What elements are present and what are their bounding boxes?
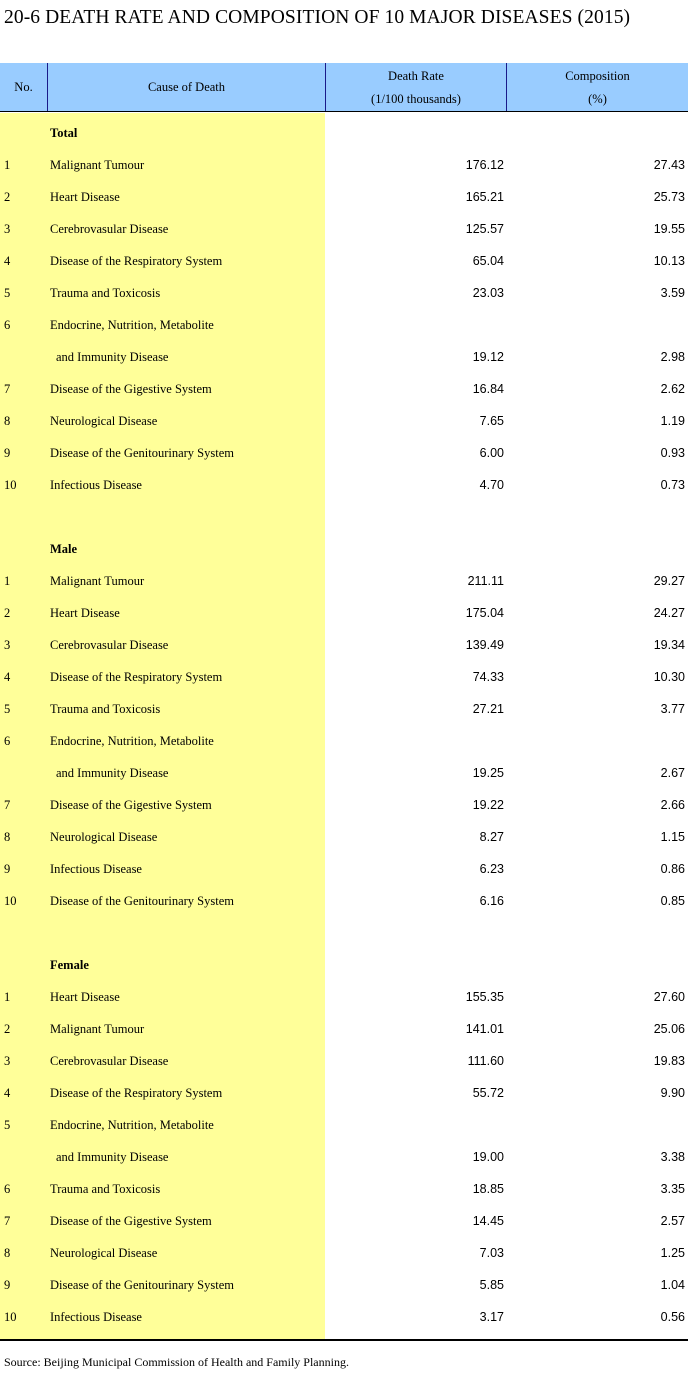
- table-row: [0, 1046, 688, 1078]
- death-rate-cell: 18.85: [472, 1182, 504, 1196]
- header-bottom-border: [0, 111, 688, 112]
- header-composition-unit: (%): [588, 92, 607, 106]
- cause-cell: Malignant Tumour: [50, 158, 145, 172]
- cause-cell: Disease of the Respiratory System: [50, 670, 223, 684]
- rank-cell: 10: [4, 894, 17, 908]
- rank-cell: 5: [4, 286, 11, 300]
- rank-cell: 8: [4, 414, 11, 428]
- death-rate-cell: 74.33: [472, 670, 504, 684]
- death-rate-cell: 3.17: [479, 1310, 504, 1324]
- composition-cell: 0.56: [660, 1310, 685, 1324]
- death-rate-cell: 6.16: [479, 894, 504, 908]
- death-rate-cell: 7.65: [479, 414, 504, 428]
- table-bottom-border: [0, 1339, 688, 1341]
- composition-cell: 25.73: [653, 190, 685, 204]
- rank-cell: 4: [4, 1086, 11, 1100]
- cause-cell: Malignant Tumour: [50, 1022, 145, 1036]
- death-rate-cell: 111.60: [467, 1054, 504, 1068]
- cause-cell: Trauma and Toxicosis: [50, 702, 161, 716]
- death-rate-cell: 6.23: [479, 862, 504, 876]
- rank-cell: 5: [4, 702, 11, 716]
- composition-cell: 9.90: [660, 1086, 685, 1100]
- cause-cell: Infectious Disease: [50, 1310, 142, 1324]
- cause-cell: Disease of the Gigestive System: [50, 382, 212, 396]
- cause-cell: Trauma and Toxicosis: [50, 1182, 161, 1196]
- rank-cell: 8: [4, 1246, 11, 1260]
- table-row: [0, 726, 688, 758]
- rank-cell: 7: [4, 1214, 11, 1228]
- table-row: [0, 182, 688, 214]
- composition-cell: 27.60: [653, 990, 685, 1004]
- cause-cell: Disease of the Genitourinary System: [50, 894, 234, 908]
- cause-cell: Male: [50, 542, 78, 556]
- death-rate-cell: 65.04: [472, 254, 504, 268]
- cause-cell: and Immunity Disease: [56, 766, 169, 780]
- cause-cell: Neurological Disease: [50, 830, 158, 844]
- composition-cell: 19.83: [653, 1054, 685, 1068]
- death-rate-cell: 55.72: [472, 1086, 504, 1100]
- death-rate-cell: 211.11: [467, 574, 504, 588]
- cause-cell: Heart Disease: [50, 990, 120, 1004]
- rank-cell: 7: [4, 798, 11, 812]
- death-rate-cell: 14.45: [472, 1214, 504, 1228]
- table-header: [0, 63, 688, 111]
- rank-cell: 9: [4, 446, 11, 460]
- rank-cell: 5: [4, 1118, 11, 1132]
- header-no: No.: [14, 80, 33, 94]
- cause-cell: Neurological Disease: [50, 414, 158, 428]
- group-header-row: [0, 950, 688, 982]
- rank-cell: 8: [4, 830, 11, 844]
- cause-cell: Female: [50, 958, 89, 972]
- composition-cell: 27.43: [653, 158, 685, 172]
- cause-cell: Total: [50, 126, 78, 140]
- death-rate-cell: 19.25: [472, 766, 504, 780]
- death-rate-cell: 4.70: [479, 478, 504, 492]
- table-row: [0, 1174, 688, 1206]
- rank-cell: 1: [4, 158, 11, 172]
- cause-cell: Endocrine, Nutrition, Metabolite: [50, 734, 214, 748]
- table-row: [0, 310, 688, 342]
- composition-cell: 3.59: [660, 286, 685, 300]
- header-death-rate: [326, 63, 506, 111]
- cause-cell: Malignant Tumour: [50, 574, 145, 588]
- cause-cell: Disease of the Genitourinary System: [50, 1278, 234, 1292]
- cause-cell: Trauma and Toxicosis: [50, 286, 161, 300]
- composition-cell: 0.86: [660, 862, 685, 876]
- table-row: [0, 630, 688, 662]
- table-row: [0, 1302, 688, 1334]
- death-rate-cell: 125.57: [465, 222, 504, 236]
- table-row: [0, 694, 688, 726]
- rank-cell: 10: [4, 1310, 17, 1324]
- cause-cell: Disease of the Gigestive System: [50, 1214, 212, 1228]
- rank-cell: 4: [4, 670, 11, 684]
- header-composition: [507, 63, 688, 111]
- table-row: [0, 982, 688, 1014]
- rank-cell: 10: [4, 478, 17, 492]
- table-row: [0, 438, 688, 470]
- table-row: [0, 1078, 688, 1110]
- composition-cell: 24.27: [653, 606, 685, 620]
- cause-cell: Cerebrovasular Disease: [50, 638, 169, 652]
- composition-cell: 3.35: [660, 1182, 685, 1196]
- table-row: [0, 342, 688, 374]
- rank-cell: 1: [4, 574, 11, 588]
- death-rate-cell: 5.85: [479, 1278, 504, 1292]
- cause-cell: Disease of the Respiratory System: [50, 254, 223, 268]
- statistics-table: [0, 63, 688, 1341]
- composition-cell: 2.57: [660, 1214, 685, 1228]
- table-row: [0, 406, 688, 438]
- death-rate-cell: 175.04: [465, 606, 504, 620]
- rank-cell: 9: [4, 862, 11, 876]
- death-rate-cell: 165.21: [465, 190, 504, 204]
- composition-cell: 25.06: [653, 1022, 685, 1036]
- cause-cell: Heart Disease: [50, 190, 120, 204]
- spacer-row: [0, 502, 688, 534]
- death-rate-cell: 16.84: [472, 382, 504, 396]
- composition-cell: 1.19: [660, 414, 685, 428]
- header-death-rate-title: Death Rate: [388, 69, 444, 83]
- rank-cell: 4: [4, 254, 11, 268]
- table-row: [0, 790, 688, 822]
- cause-cell: Disease of the Gigestive System: [50, 798, 212, 812]
- table-row: [0, 1014, 688, 1046]
- table-row: [0, 1270, 688, 1302]
- rank-cell: 3: [4, 638, 11, 652]
- cause-cell: Disease of the Genitourinary System: [50, 446, 234, 460]
- page-title: 20-6 DEATH RATE AND COMPOSITION OF 10 MAJOR DISEASES (2015): [4, 7, 631, 28]
- rank-cell: 9: [4, 1278, 11, 1292]
- composition-cell: 0.73: [660, 478, 685, 492]
- header-death-rate-unit: (1/100 thousands): [371, 92, 461, 106]
- cause-cell: Endocrine, Nutrition, Metabolite: [50, 1118, 214, 1132]
- composition-cell: 1.25: [660, 1246, 685, 1260]
- composition-cell: 29.27: [653, 574, 685, 588]
- table-row: [0, 566, 688, 598]
- composition-cell: 3.77: [660, 702, 685, 716]
- rank-cell: 2: [4, 190, 11, 204]
- table-row: [0, 758, 688, 790]
- table-row: [0, 854, 688, 886]
- table-row: [0, 278, 688, 310]
- group-header-row: [0, 118, 688, 150]
- rank-cell: 6: [4, 318, 11, 332]
- rank-cell: 7: [4, 382, 11, 396]
- cause-cell: Cerebrovasular Disease: [50, 1054, 169, 1068]
- header-cause: Cause of Death: [147, 80, 226, 94]
- death-rate-cell: 155.35: [465, 990, 504, 1004]
- cause-cell: Cerebrovasular Disease: [50, 222, 169, 236]
- cause-cell: Disease of the Respiratory System: [50, 1086, 223, 1100]
- header-composition-title: Composition: [565, 69, 630, 83]
- cause-cell: Endocrine, Nutrition, Metabolite: [50, 318, 214, 332]
- composition-cell: 2.62: [660, 382, 685, 396]
- rank-cell: 1: [4, 990, 11, 1004]
- composition-cell: 1.04: [660, 1278, 685, 1292]
- group-header-row: [0, 534, 688, 566]
- cause-cell: Infectious Disease: [50, 862, 142, 876]
- table-row: [0, 470, 688, 502]
- source-note: Source: Beijing Municipal Commission of Health and Family Planning.: [4, 1355, 349, 1369]
- table-row: [0, 1206, 688, 1238]
- composition-cell: 3.38: [660, 1150, 685, 1164]
- death-rate-cell: 8.27: [479, 830, 504, 844]
- cause-cell: and Immunity Disease: [56, 1150, 169, 1164]
- death-rate-cell: 141.01: [465, 1022, 504, 1036]
- death-rate-cell: 6.00: [479, 446, 504, 460]
- rank-cell: 2: [4, 606, 11, 620]
- death-rate-cell: 23.03: [472, 286, 504, 300]
- cause-cell: Heart Disease: [50, 606, 120, 620]
- table-row: [0, 662, 688, 694]
- cause-cell: Neurological Disease: [50, 1246, 158, 1260]
- rank-cell: 2: [4, 1022, 11, 1036]
- composition-cell: 10.13: [653, 254, 685, 268]
- death-rate-cell: 19.00: [472, 1150, 504, 1164]
- composition-cell: 0.85: [660, 894, 685, 908]
- rank-cell: 6: [4, 1182, 11, 1196]
- death-rate-cell: 7.03: [479, 1246, 504, 1260]
- table-row: [0, 374, 688, 406]
- table-row: [0, 1110, 688, 1142]
- table-row: [0, 1142, 688, 1174]
- death-rate-cell: 176.12: [465, 158, 504, 172]
- composition-cell: 0.93: [660, 446, 685, 460]
- table-row: [0, 1238, 688, 1270]
- composition-cell: 19.34: [653, 638, 685, 652]
- composition-cell: 2.66: [660, 798, 685, 812]
- death-rate-cell: 19.22: [472, 798, 504, 812]
- composition-cell: 2.98: [660, 350, 685, 364]
- rank-cell: 3: [4, 1054, 11, 1068]
- table-row: [0, 246, 688, 278]
- table-row: [0, 150, 688, 182]
- cause-cell: Infectious Disease: [50, 478, 142, 492]
- composition-cell: 10.30: [653, 670, 685, 684]
- cause-cell: and Immunity Disease: [56, 350, 169, 364]
- composition-cell: 19.55: [653, 222, 685, 236]
- table-row: [0, 822, 688, 854]
- spacer-row: [0, 918, 688, 950]
- table-row: [0, 598, 688, 630]
- rank-cell: 6: [4, 734, 11, 748]
- death-rate-cell: 27.21: [472, 702, 504, 716]
- table-row: [0, 214, 688, 246]
- table-row: [0, 886, 688, 918]
- rank-cell: 3: [4, 222, 11, 236]
- death-rate-cell: 139.49: [465, 638, 504, 652]
- composition-cell: 1.15: [660, 830, 685, 844]
- death-rate-cell: 19.12: [472, 350, 504, 364]
- composition-cell: 2.67: [660, 766, 685, 780]
